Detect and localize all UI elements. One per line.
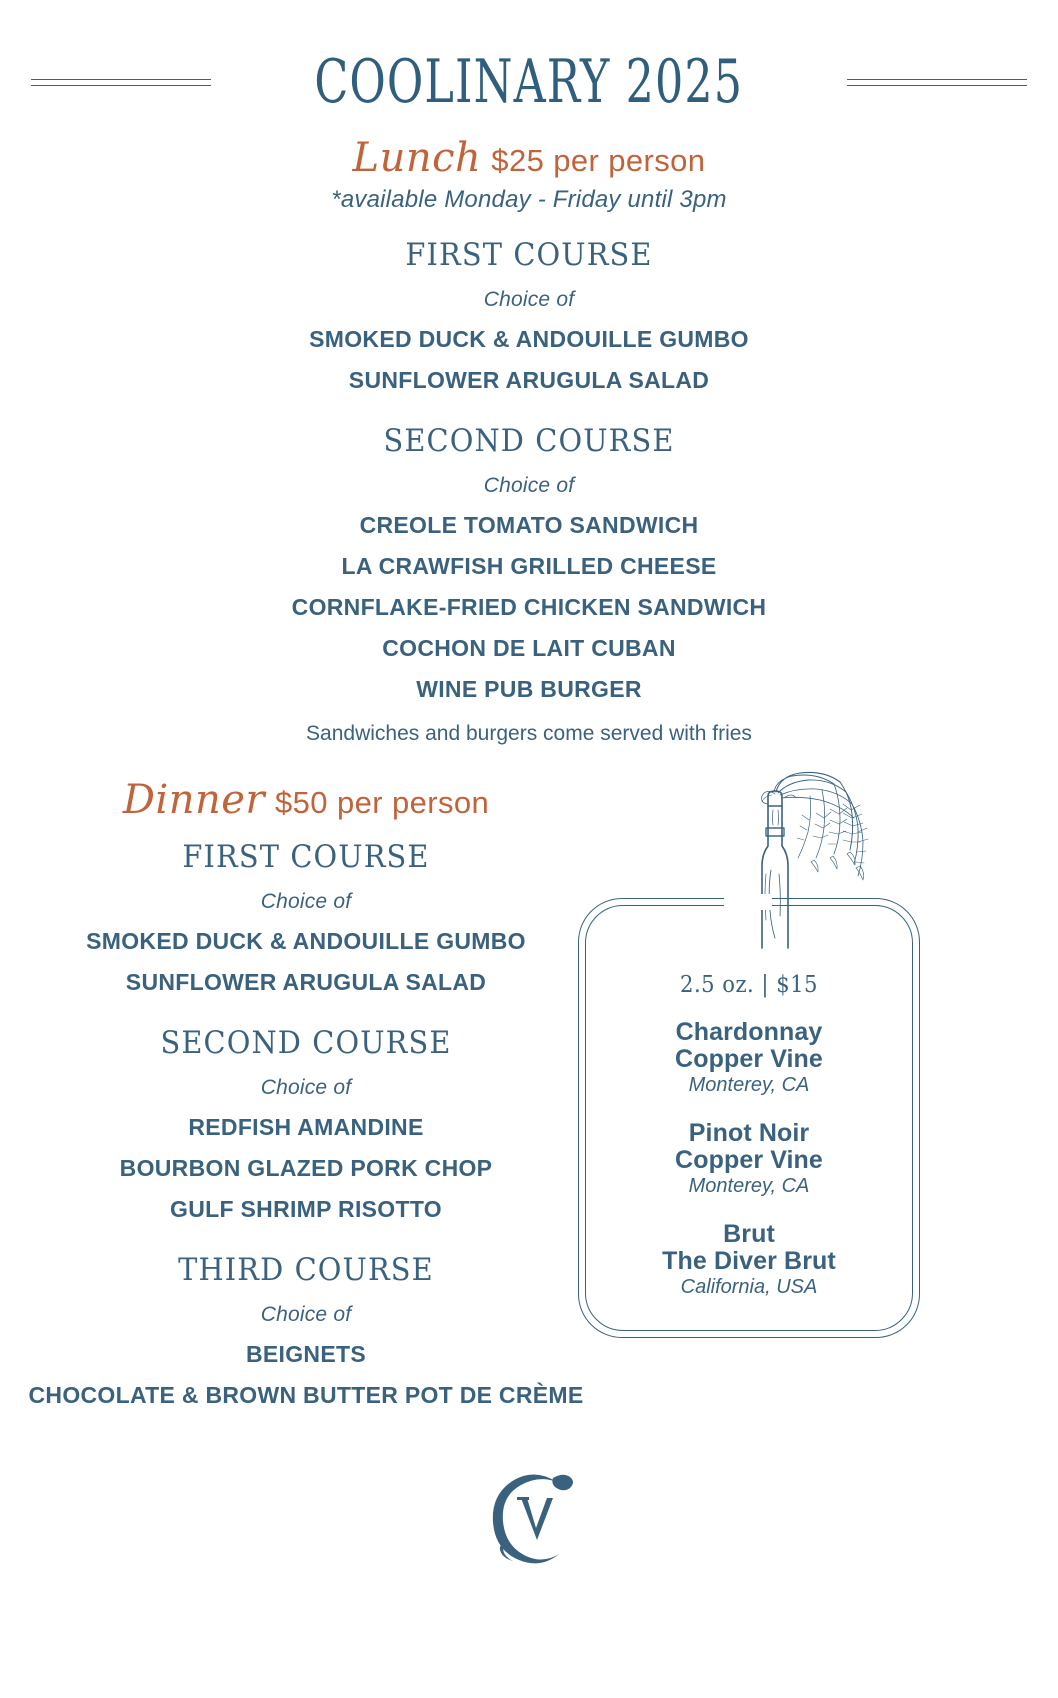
lunch-dish: SMOKED DUCK & ANDOUILLE GUMBO (309, 326, 749, 352)
dinner-course-3-choice: Choice of (260, 1303, 352, 1326)
masthead (0, 47, 1058, 117)
dinner-course-2-choice: Choice of (260, 1076, 352, 1099)
lunch-dish: CREOLE TOMATO SANDWICH (359, 512, 699, 538)
lunch-course-1-title: FIRST COURSE (405, 237, 653, 273)
wine-producer: Copper Vine (675, 1146, 823, 1174)
lunch-dish: COCHON DE LAIT CUBAN (382, 635, 676, 661)
lunch-heading (0, 135, 1058, 181)
pour-size-price: 2.5 oz. | $15 (680, 972, 818, 998)
dinner-dish: BEIGNETS (246, 1341, 366, 1367)
copper-vine-logo (469, 1460, 589, 1580)
wine-producer: The Diver Brut (662, 1247, 836, 1275)
wine-pairing-card (578, 898, 920, 1338)
lunch-availability: *available Monday - Friday until 3pm (331, 186, 727, 213)
wine-list (578, 974, 920, 1300)
wine-item (578, 1019, 920, 1098)
dinner-dish: SMOKED DUCK & ANDOUILLE GUMBO (86, 928, 526, 954)
dinner-section (0, 777, 612, 1408)
rule-right (847, 76, 1027, 88)
wine-producer: Copper Vine (675, 1045, 823, 1073)
wine-region: California, USA (680, 1276, 818, 1298)
lunch-dish: CORNFLAKE-FRIED CHICKEN SANDWICH (291, 594, 767, 620)
lunch-label: Lunch (352, 135, 482, 181)
wine-region: Monterey, CA (688, 1175, 810, 1197)
dinner-course-3-title: THIRD COURSE (178, 1252, 434, 1288)
wine-varietal: Brut (723, 1220, 775, 1248)
lunch-course-2-choice: Choice of (483, 474, 575, 497)
wine-varietal: Pinot Noir (688, 1119, 810, 1147)
lunch-dish: SUNFLOWER ARUGULA SALAD (348, 367, 710, 393)
dinner-dish: BOURBON GLAZED PORK CHOP (119, 1155, 493, 1181)
wine-item (578, 1120, 920, 1199)
lunch-dish: LA CRAWFISH GRILLED CHEESE (341, 553, 717, 579)
page-title: COOLINARY 2025 (314, 47, 744, 117)
wine-item (578, 1221, 920, 1300)
lunch-course-1-choice: Choice of (483, 288, 575, 311)
dinner-dish: REDFISH AMANDINE (188, 1114, 424, 1140)
dinner-course-1-choice: Choice of (260, 890, 352, 913)
lunch-price: $25 per person (491, 143, 706, 178)
wine-varietal: Chardonnay (675, 1018, 823, 1046)
dinner-course-1-title: FIRST COURSE (182, 839, 430, 875)
bottle-overlap-mask (724, 894, 772, 910)
dinner-dish: SUNFLOWER ARUGULA SALAD (125, 969, 487, 995)
lunch-course-2-title: SECOND COURSE (383, 423, 675, 459)
dinner-dish: CHOCOLATE & BROWN BUTTER POT DE CRÈME (28, 1382, 584, 1408)
wine-region: Monterey, CA (688, 1074, 810, 1096)
dinner-course-2-title: SECOND COURSE (160, 1025, 452, 1061)
lunch-dish: WINE PUB BURGER (416, 676, 642, 702)
dinner-dish: GULF SHRIMP RISOTTO (170, 1196, 442, 1222)
lunch-footnote: Sandwiches and burgers come served with fries (306, 722, 752, 745)
dinner-heading (0, 777, 612, 823)
rule-left (31, 76, 211, 88)
lunch-section (0, 135, 1058, 745)
dinner-price: $50 per person (275, 785, 490, 820)
dinner-label: Dinner (122, 777, 266, 823)
